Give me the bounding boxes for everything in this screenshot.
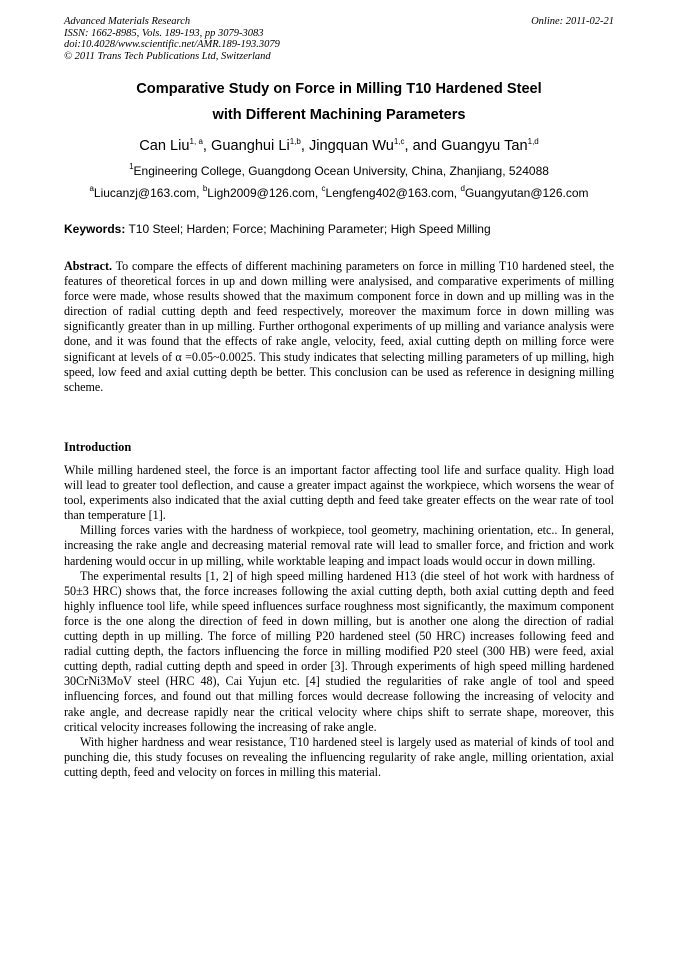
author-separator: ,: [202, 138, 211, 154]
author-name: Can Liu: [139, 138, 190, 154]
doi-line: doi:10.4028/www.scientific.net/AMR.189-193.3079: [64, 39, 280, 51]
email-mark: a: [89, 184, 94, 193]
email-mark: c: [321, 184, 326, 193]
author-emails: [40, 186, 638, 200]
email-mark: d: [460, 184, 465, 193]
abstract-text: To compare the effects of different machining parameters on force in milling T10 hardened steel, the features of theoretical forces in up and down milling were analysised, and comparative experiments of milling force were made, whose results showed that the maximum component force in down and up milling was in the direction of radial cutting depth and feed respectively, moreover the maximum force in down milling was significantly greater than in up milling. Further orthogonal experiments of up milling and variance analysis were done, and it was found that the effects of rake angle, velocity, feed, axial cutting depth on milling force were significant at levels of α =0.05~0.0025. This study indicates that selecting milling parameters of up milling, high speed, low feed and axial cutting depth be better. This conclusion can be used as reference in designing milling scheme.: [64, 259, 614, 394]
email-address: Ligh2009@126.com,: [207, 186, 322, 200]
email-address: Lengfeng402@163.com,: [325, 186, 461, 200]
abstract: [64, 259, 614, 395]
affiliation: [40, 164, 638, 178]
paper-title-line-1: Comparative Study on Force in Milling T10 Hardened Steel: [136, 81, 542, 97]
email-mark: b: [202, 184, 208, 193]
paragraph: The experimental results [1, 2] of high speed milling hardened H13 (die steel of hot work with hardness of 50±3 HRC) shows that, the force increases following the axial cutting depth, both axial cutting depth and feed highly influence tool life, while speed influences surface roughness most significantly, the maximum component force is the one along the direction of feed in down milling, but is another one along the direction of radial cutting depth in up milling. The force of milling P20 hardened steel (50 HRC) increases following feed and radial cutting depth, the factors influencing the force in milling modified P20 steel (300 HB) were feed, axial cutting depth, radial cutting depth and speed in order [3]. Through experiments of high speed milling hardened 30CrNi3MoV steel (HRC 48), Cai Yujun etc. [4] studied the regularities of rake angle of tool and speed influencing forces, and found out that milling forces would decrease following the increasing of velocity and rake angle, and decrease rapidly near the critical velocity where chips shift to serrate shape, moreover, this critical velocity increases following the increasing of rake angle.: [64, 568, 614, 734]
keywords-text: T10 Steel; Harden; Force; Machining Parameter; High Speed Milling: [125, 222, 491, 236]
affiliation-text: Engineering College, Guangdong Ocean University, China, Zhanjiang, 524088: [133, 164, 549, 178]
paper-title-line-2: with Different Machining Parameters: [212, 107, 466, 123]
author-name: Guangyu Tan: [441, 138, 528, 154]
online-date: Online: 2011-02-21: [531, 16, 614, 27]
author-affil-mark: 1,c: [393, 137, 405, 146]
author-list: [40, 138, 638, 154]
author-name: Guanghui Li: [211, 138, 290, 154]
keywords: [64, 222, 491, 236]
email-address: Liucanzj@163.com,: [93, 186, 203, 200]
author-separator: ,: [300, 138, 309, 154]
author-separator: , and: [404, 138, 442, 154]
section-heading-introduction: Introduction: [64, 440, 132, 454]
publication-info: [64, 16, 280, 62]
author-name: Jingquan Wu: [308, 138, 394, 154]
author-affil-mark: 1,d: [527, 137, 539, 146]
paragraph: While milling hardened steel, the force is an important factor affecting tool life and surface quality. High load will lead to greater tool deflection, and cause a greater impact against the workpiece, which worsens the wear of tool, experiments also indicated that the axial cutting depth and feed take greater effects on the wear rate of tool than temperature [1].: [64, 463, 614, 523]
email-address: Guangyutan@126.com: [464, 186, 589, 200]
introduction-body: [64, 463, 614, 780]
issn-line: ISSN: 1662-8985, Vols. 189-193, pp 3079-3083: [64, 27, 264, 39]
keywords-label: Keywords:: [64, 222, 126, 236]
journal-name: Advanced Materials Research: [64, 16, 191, 27]
affiliation-mark: 1: [129, 162, 134, 171]
paragraph: Milling forces varies with the hardness of workpiece, tool geometry, machining orientation, etc.. In general, increasing the rake angle and decreasing material removal rate will lead to smaller force, and friction and work hardening would occur in up milling, while worktable leaping and impact loads would occur in down milling.: [64, 523, 614, 568]
copyright-line: © 2011 Trans Tech Publications Ltd, Switzerland: [64, 50, 271, 62]
author-affil-mark: 1, a: [189, 137, 203, 146]
author-affil-mark: 1,b: [289, 137, 301, 146]
abstract-label: Abstract.: [64, 259, 113, 273]
paragraph: With higher hardness and wear resistance, T10 hardened steel is largely used as material of kinds of tool and punching die, this study focuses on revealing the influencing regularity of rake angle, milling orientation, axial cutting depth, feed and velocity on forces in milling this material.: [64, 734, 614, 779]
